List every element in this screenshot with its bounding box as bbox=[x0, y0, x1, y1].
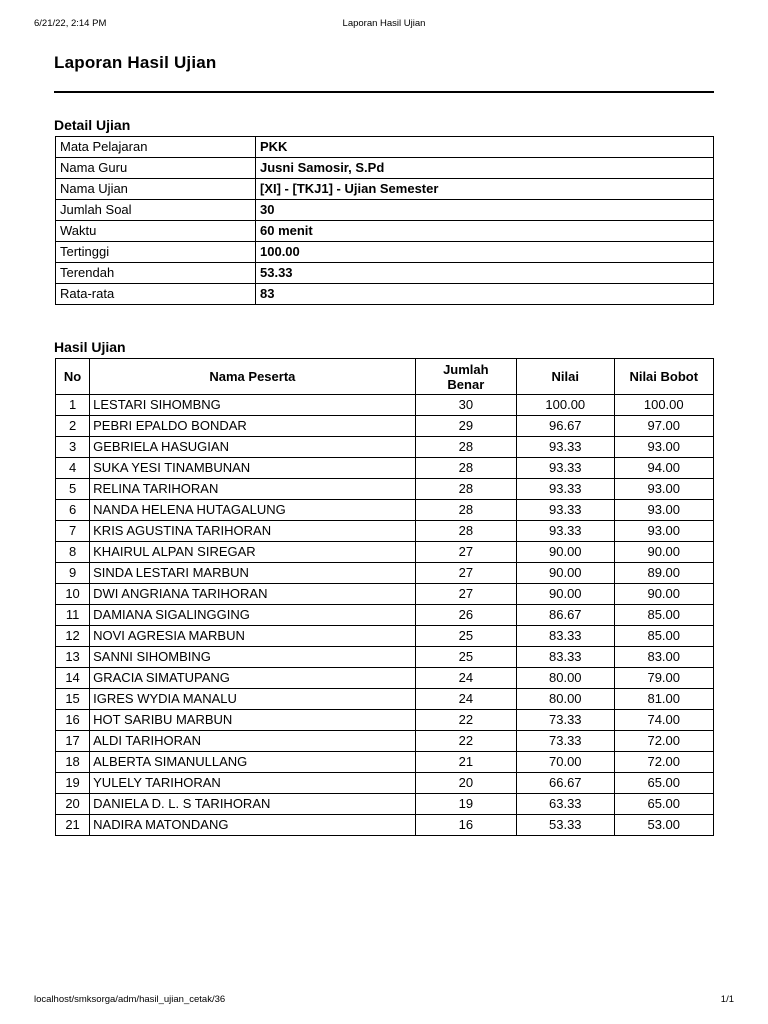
detail-label: Mata Pelajaran bbox=[56, 137, 256, 158]
col-header-nilai: Nilai bbox=[517, 359, 614, 395]
title-divider bbox=[54, 91, 714, 93]
detail-value: [XI] - [TKJ1] - Ujian Semester bbox=[256, 179, 714, 200]
cell-jumlah-benar: 29 bbox=[415, 416, 516, 437]
table-row bbox=[56, 458, 714, 479]
detail-value: PKK bbox=[256, 137, 714, 158]
table-row bbox=[56, 542, 714, 563]
detail-row bbox=[56, 242, 714, 263]
cell-nilai-bobot: 85.00 bbox=[614, 605, 714, 626]
cell-nama-peserta: RELINA TARIHORAN bbox=[90, 479, 415, 500]
cell-jumlah-benar: 19 bbox=[415, 794, 516, 815]
detail-value: 100.00 bbox=[256, 242, 714, 263]
cell-jumlah-benar: 22 bbox=[415, 710, 516, 731]
cell-nilai-bobot: 90.00 bbox=[614, 584, 714, 605]
cell-nama-peserta: SINDA LESTARI MARBUN bbox=[90, 563, 415, 584]
detail-value: Jusni Samosir, S.Pd bbox=[256, 158, 714, 179]
table-row bbox=[56, 584, 714, 605]
cell-nama-peserta: DWI ANGRIANA TARIHORAN bbox=[90, 584, 415, 605]
table-row bbox=[56, 416, 714, 437]
cell-nilai: 100.00 bbox=[517, 395, 614, 416]
col-header-no: No bbox=[56, 359, 90, 395]
cell-nilai: 66.67 bbox=[517, 773, 614, 794]
cell-nilai: 83.33 bbox=[517, 626, 614, 647]
cell-nama-peserta: PEBRI EPALDO BONDAR bbox=[90, 416, 415, 437]
cell-nilai: 93.33 bbox=[517, 500, 614, 521]
table-row bbox=[56, 668, 714, 689]
col-header-jumlah-benar bbox=[415, 359, 516, 395]
cell-jumlah-benar: 24 bbox=[415, 689, 516, 710]
table-row bbox=[56, 710, 714, 731]
cell-nama-peserta: ALBERTA SIMANULLANG bbox=[90, 752, 415, 773]
detail-label: Rata-rata bbox=[56, 284, 256, 305]
cell-jumlah-benar: 25 bbox=[415, 626, 516, 647]
cell-nama-peserta: GRACIA SIMATUPANG bbox=[90, 668, 415, 689]
cell-jumlah-benar: 27 bbox=[415, 542, 516, 563]
cell-nilai-bobot: 90.00 bbox=[614, 542, 714, 563]
cell-no: 8 bbox=[56, 542, 90, 563]
table-row bbox=[56, 731, 714, 752]
col-header-nama: Nama Peserta bbox=[90, 359, 415, 395]
cell-nilai-bobot: 89.00 bbox=[614, 563, 714, 584]
cell-nilai-bobot: 93.00 bbox=[614, 521, 714, 542]
col-header-jumlah-benar-line1: Jumlah bbox=[443, 361, 489, 377]
table-row bbox=[56, 605, 714, 626]
cell-jumlah-benar: 28 bbox=[415, 437, 516, 458]
cell-nilai: 83.33 bbox=[517, 647, 614, 668]
cell-no: 17 bbox=[56, 731, 90, 752]
table-row bbox=[56, 794, 714, 815]
cell-no: 14 bbox=[56, 668, 90, 689]
cell-nama-peserta: NADIRA MATONDANG bbox=[90, 815, 415, 836]
cell-nilai-bobot: 93.00 bbox=[614, 437, 714, 458]
cell-jumlah-benar: 28 bbox=[415, 479, 516, 500]
cell-nilai-bobot: 53.00 bbox=[614, 815, 714, 836]
cell-no: 3 bbox=[56, 437, 90, 458]
cell-no: 2 bbox=[56, 416, 90, 437]
table-row bbox=[56, 563, 714, 584]
cell-nilai: 80.00 bbox=[517, 668, 614, 689]
table-row bbox=[56, 395, 714, 416]
print-url: localhost/smksorga/adm/hasil_ujian_cetak/36 bbox=[34, 994, 226, 1005]
cell-jumlah-benar: 16 bbox=[415, 815, 516, 836]
detail-row bbox=[56, 179, 714, 200]
cell-nama-peserta: SUKA YESI TINAMBUNAN bbox=[90, 458, 415, 479]
cell-no: 13 bbox=[56, 647, 90, 668]
detail-label: Terendah bbox=[56, 263, 256, 284]
cell-nilai: 90.00 bbox=[517, 563, 614, 584]
cell-no: 1 bbox=[56, 395, 90, 416]
cell-nilai-bobot: 93.00 bbox=[614, 500, 714, 521]
detail-section-title: Detail Ujian bbox=[54, 117, 131, 133]
detail-row bbox=[56, 200, 714, 221]
cell-nilai-bobot: 97.00 bbox=[614, 416, 714, 437]
cell-nilai-bobot: 65.00 bbox=[614, 773, 714, 794]
detail-value: 83 bbox=[256, 284, 714, 305]
cell-jumlah-benar: 28 bbox=[415, 521, 516, 542]
cell-nama-peserta: ALDI TARIHORAN bbox=[90, 731, 415, 752]
cell-nilai: 90.00 bbox=[517, 584, 614, 605]
cell-no: 19 bbox=[56, 773, 90, 794]
results-header-row bbox=[56, 359, 714, 395]
print-page-title: Laporan Hasil Ujian bbox=[342, 18, 426, 29]
report-title: Laporan Hasil Ujian bbox=[54, 53, 217, 72]
cell-no: 7 bbox=[56, 521, 90, 542]
cell-nama-peserta: SANNI SIHOMBING bbox=[90, 647, 415, 668]
print-page-number: 1/1 bbox=[720, 994, 734, 1005]
cell-nilai: 53.33 bbox=[517, 815, 614, 836]
cell-nilai: 93.33 bbox=[517, 437, 614, 458]
cell-jumlah-benar: 26 bbox=[415, 605, 516, 626]
cell-no: 12 bbox=[56, 626, 90, 647]
cell-jumlah-benar: 24 bbox=[415, 668, 516, 689]
detail-label: Waktu bbox=[56, 221, 256, 242]
cell-jumlah-benar: 30 bbox=[415, 395, 516, 416]
table-row bbox=[56, 521, 714, 542]
table-row bbox=[56, 689, 714, 710]
cell-nilai-bobot: 100.00 bbox=[614, 395, 714, 416]
detail-label: Nama Ujian bbox=[56, 179, 256, 200]
cell-nilai: 70.00 bbox=[517, 752, 614, 773]
cell-nilai: 63.33 bbox=[517, 794, 614, 815]
detail-row bbox=[56, 284, 714, 305]
table-row bbox=[56, 647, 714, 668]
cell-nilai: 80.00 bbox=[517, 689, 614, 710]
detail-row bbox=[56, 221, 714, 242]
table-row bbox=[56, 752, 714, 773]
cell-jumlah-benar: 28 bbox=[415, 500, 516, 521]
cell-nama-peserta: DANIELA D. L. S TARIHORAN bbox=[90, 794, 415, 815]
cell-no: 10 bbox=[56, 584, 90, 605]
table-row bbox=[56, 815, 714, 836]
cell-no: 6 bbox=[56, 500, 90, 521]
cell-no: 15 bbox=[56, 689, 90, 710]
cell-nilai-bobot: 93.00 bbox=[614, 479, 714, 500]
cell-no: 20 bbox=[56, 794, 90, 815]
detail-row bbox=[56, 158, 714, 179]
cell-nilai: 73.33 bbox=[517, 731, 614, 752]
cell-no: 5 bbox=[56, 479, 90, 500]
cell-jumlah-benar: 21 bbox=[415, 752, 516, 773]
cell-nama-peserta: HOT SARIBU MARBUN bbox=[90, 710, 415, 731]
cell-jumlah-benar: 25 bbox=[415, 647, 516, 668]
cell-jumlah-benar: 27 bbox=[415, 563, 516, 584]
col-header-jumlah-benar-line2: Benar bbox=[447, 376, 485, 392]
cell-nama-peserta: NANDA HELENA HUTAGALUNG bbox=[90, 500, 415, 521]
detail-label: Tertinggi bbox=[56, 242, 256, 263]
print-datetime: 6/21/22, 2:14 PM bbox=[34, 18, 107, 29]
cell-nama-peserta: LESTARI SIHOMBNG bbox=[90, 395, 415, 416]
cell-nama-peserta: NOVI AGRESIA MARBUN bbox=[90, 626, 415, 647]
cell-nama-peserta: DAMIANA SIGALINGGING bbox=[90, 605, 415, 626]
cell-nama-peserta: IGRES WYDIA MANALU bbox=[90, 689, 415, 710]
cell-nilai: 73.33 bbox=[517, 710, 614, 731]
detail-table bbox=[55, 136, 714, 305]
cell-nilai-bobot: 74.00 bbox=[614, 710, 714, 731]
cell-nilai-bobot: 72.00 bbox=[614, 731, 714, 752]
cell-no: 18 bbox=[56, 752, 90, 773]
cell-jumlah-benar: 28 bbox=[415, 458, 516, 479]
detail-row bbox=[56, 263, 714, 284]
cell-no: 9 bbox=[56, 563, 90, 584]
cell-nilai-bobot: 94.00 bbox=[614, 458, 714, 479]
detail-row bbox=[56, 137, 714, 158]
cell-nilai: 96.67 bbox=[517, 416, 614, 437]
detail-value: 30 bbox=[256, 200, 714, 221]
cell-nilai: 90.00 bbox=[517, 542, 614, 563]
cell-jumlah-benar: 22 bbox=[415, 731, 516, 752]
cell-nilai: 93.33 bbox=[517, 521, 614, 542]
results-table bbox=[55, 358, 714, 836]
col-header-nilai-bobot: Nilai Bobot bbox=[614, 359, 714, 395]
cell-no: 11 bbox=[56, 605, 90, 626]
cell-nama-peserta: GEBRIELA HASUGIAN bbox=[90, 437, 415, 458]
cell-nilai-bobot: 81.00 bbox=[614, 689, 714, 710]
table-row bbox=[56, 500, 714, 521]
detail-label: Jumlah Soal bbox=[56, 200, 256, 221]
hasil-section-title: Hasil Ujian bbox=[54, 339, 126, 355]
cell-nilai-bobot: 85.00 bbox=[614, 626, 714, 647]
cell-nama-peserta: YULELY TARIHORAN bbox=[90, 773, 415, 794]
cell-jumlah-benar: 20 bbox=[415, 773, 516, 794]
table-row bbox=[56, 626, 714, 647]
cell-nama-peserta: KRIS AGUSTINA TARIHORAN bbox=[90, 521, 415, 542]
cell-nilai: 93.33 bbox=[517, 458, 614, 479]
detail-value: 53.33 bbox=[256, 263, 714, 284]
cell-no: 4 bbox=[56, 458, 90, 479]
cell-no: 16 bbox=[56, 710, 90, 731]
table-row bbox=[56, 479, 714, 500]
cell-nilai-bobot: 83.00 bbox=[614, 647, 714, 668]
cell-nilai: 86.67 bbox=[517, 605, 614, 626]
detail-value: 60 menit bbox=[256, 221, 714, 242]
table-row bbox=[56, 437, 714, 458]
table-row bbox=[56, 773, 714, 794]
detail-label: Nama Guru bbox=[56, 158, 256, 179]
cell-nilai-bobot: 72.00 bbox=[614, 752, 714, 773]
cell-no: 21 bbox=[56, 815, 90, 836]
cell-nilai-bobot: 79.00 bbox=[614, 668, 714, 689]
cell-nama-peserta: KHAIRUL ALPAN SIREGAR bbox=[90, 542, 415, 563]
cell-jumlah-benar: 27 bbox=[415, 584, 516, 605]
cell-nilai-bobot: 65.00 bbox=[614, 794, 714, 815]
cell-nilai: 93.33 bbox=[517, 479, 614, 500]
